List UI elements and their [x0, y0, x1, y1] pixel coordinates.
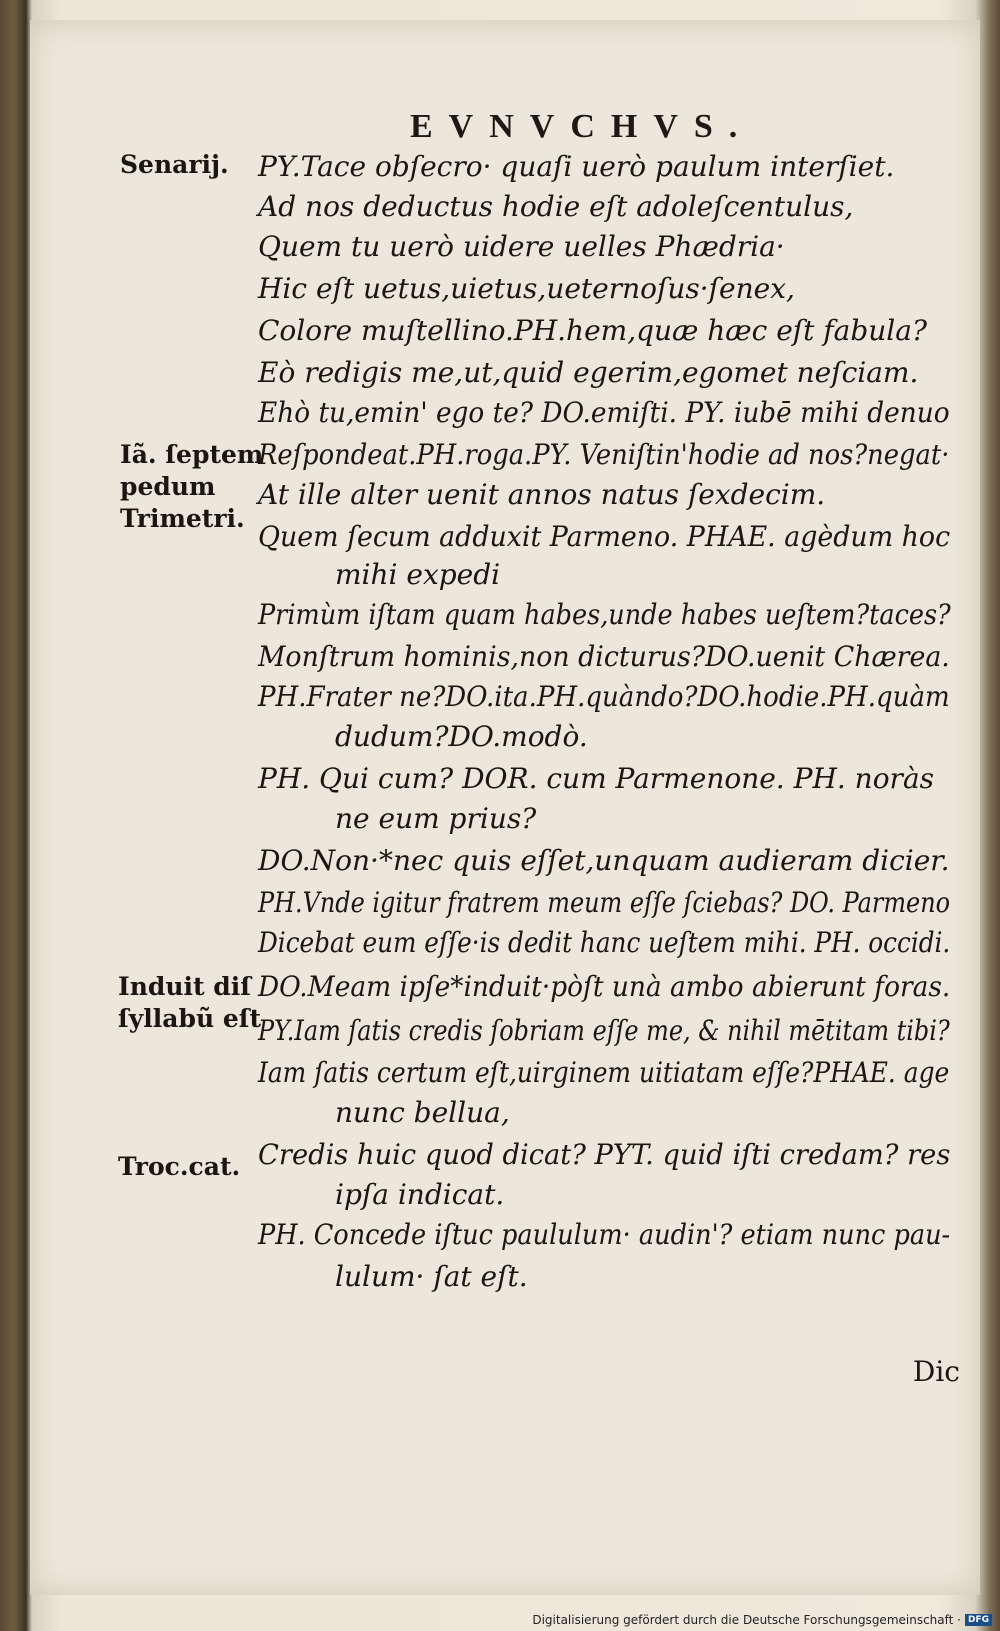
text-line-continuation: ne eum prius?	[335, 802, 537, 835]
text-line: Quem ſecum adduxit Parmeno. PHAE. agèdum hoc	[258, 520, 951, 553]
text-line: Colore muſtellino.PH.hem,quæ hæc eſt fabula?	[258, 314, 927, 347]
text-line: DO.Non·*nec quis eſſet,unquam audieram dicier.	[258, 844, 950, 877]
text-line-continuation: ipſa indicat.	[335, 1178, 505, 1211]
margin-note-senarii: Senarij.	[120, 150, 229, 179]
text-line: Eò redigis me,ut,quid egerim,egomet neſciam.	[258, 356, 919, 389]
text-line: PH. Concede iſtuc paululum· audin'? etiam nunc pau-	[258, 1218, 951, 1251]
text-line: At ille alter uenit annos natus ſexdecim.	[258, 478, 826, 511]
text-line: PY.Tace obſecro· quaſi uerò paulum interſiet.	[258, 150, 895, 183]
text-line: DO.Meam ipſe*induit·pòſt unà ambo abierunt foras.	[258, 970, 951, 1003]
text-line: Credis huic quod dicat? PYT. quid iſti credam? res	[258, 1138, 951, 1171]
text-line: Quem tu uerò uidere uelles Phædria·	[258, 230, 785, 263]
digitization-footer	[532, 1613, 992, 1627]
catchword: Dic	[912, 1355, 960, 1388]
text-line: PY.Iam ſatis credis ſobriam eſſe me, & nihil mētitam tibi?	[258, 1014, 950, 1047]
margin-note-septem-line2: pedum	[120, 472, 216, 501]
text-line: Ad nos deductus hodie eſt adoleſcentulus,	[258, 190, 854, 223]
text-line-continuation: nunc bellua,	[335, 1096, 510, 1129]
margin-note-septem-line3: Trimetri.	[120, 504, 245, 533]
text-line: Reſpondeat.PH.roga.PY. Veniſtin'hodie ad nos?negat·	[258, 438, 950, 471]
text-line-continuation: dudum?DO.modò.	[335, 720, 588, 753]
margin-note-troc: Troc.cat.	[118, 1152, 241, 1181]
text-line: PH.Frater ne?DO.ita.PH.quàndo?DO.hodie.PH.quàm	[258, 680, 950, 713]
margin-note-septem-line1: Iã. ſeptem	[120, 440, 264, 469]
text-line: PH.Vnde igitur fratrem meum eſſe ſciebas? DO. Parmeno	[258, 886, 951, 919]
footer-text: Digitalisierung gefördert durch die Deutsche Forschungsgemeinschaft ·	[532, 1613, 961, 1627]
text-line: Ehò tu,emin' ego te? DO.emiſti. PY. iubē mihi denuo	[258, 396, 950, 429]
text-line: Hic eſt uetus,uietus,ueternoſus·ſenex,	[258, 272, 795, 305]
text-line: PH. Qui cum? DOR. cum Parmenone. PH. noràs	[258, 762, 935, 795]
text-line-continuation: mihi expedi	[335, 558, 501, 591]
dfg-logo-icon: DFG	[965, 1614, 992, 1626]
text-line-continuation: lulum· ſat eſt.	[335, 1260, 528, 1293]
text-line: Iam ſatis certum eſt,uirginem uitiatam eſſe?PHAE. age	[258, 1056, 950, 1089]
margin-note-induit-line2: ſyllabũ eſt	[118, 1004, 262, 1033]
running-head: EVNVCHVS.	[410, 108, 754, 145]
text-line: Monſtrum hominis,non dicturus?DO.uenit Chærea.	[258, 640, 950, 673]
text-line: Dicebat eum eſſe·is dedit hanc ueſtem mihi. PH. occidi.	[258, 926, 951, 959]
margin-note-induit-line1: Induit diſ	[118, 972, 252, 1001]
text-line: Primùm iſtam quam habes,unde habes ueſtem?taces?	[258, 598, 951, 631]
